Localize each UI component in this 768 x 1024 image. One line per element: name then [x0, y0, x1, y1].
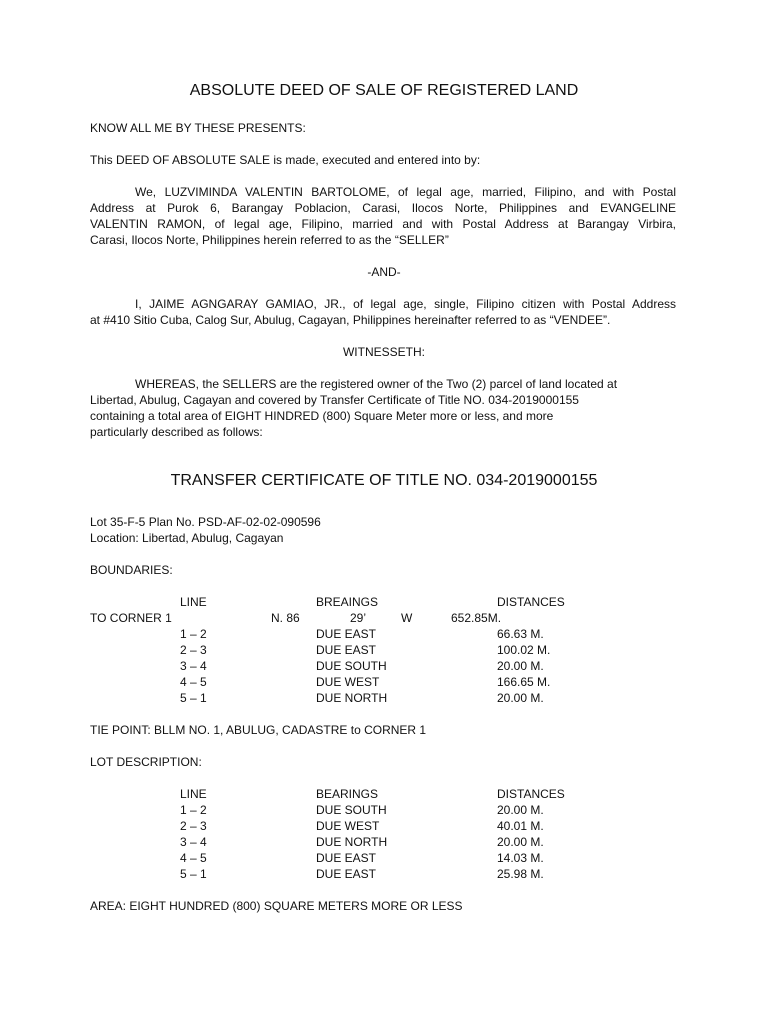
location-line: Location: Libertad, Abulug, Cagayan [90, 531, 284, 545]
boundary-row-bearing: DUE WEST [316, 675, 380, 689]
lot-row-line: 2 – 3 [180, 819, 207, 833]
seller-line-1: We, LUZVIMINDA VALENTIN BARTOLOME, of legal age, married, Filipino, and with Postal [135, 185, 676, 199]
boundary-row-bearing: DUE SOUTH [316, 659, 387, 673]
lot-row-distance: 40.01 M. [497, 819, 544, 833]
lot-description-heading: LOT DESCRIPTION: [90, 755, 202, 769]
tie-point-line: TIE POINT: BLLM NO. 1, ABULUG, CADASTRE to CORNER 1 [90, 723, 427, 737]
lot-row-distance: 20.00 M. [497, 835, 544, 849]
boundary-row-bearing: DUE NORTH [316, 691, 388, 705]
boundary-row-distance: 66.63 M. [497, 627, 544, 641]
lot-plan-line: Lot 35-F-5 Plan No. PSD-AF-02-02-090596 [90, 515, 321, 529]
boundary-row-distance: 100.02 M. [497, 643, 551, 657]
corner-label: TO CORNER 1 [90, 611, 172, 625]
witnesseth-heading: WITNESSETH: [342, 345, 425, 359]
boundary-row-line: 2 – 3 [180, 643, 207, 657]
lot-row-bearing: DUE WEST [316, 819, 380, 833]
boundaries-heading: BOUNDARIES: [90, 563, 173, 577]
boundary-row-line: 5 – 1 [180, 691, 207, 705]
corner-bearing-w: W [401, 611, 413, 625]
and-separator: -AND- [367, 265, 401, 279]
vendee-line-2: at #410 Sitio Cuba, Calog Sur, Abulug, Cagayan, Philippines hereinafter referred to as “VENDEE”. [90, 313, 611, 327]
boundaries-col-distances: DISTANCES [497, 595, 565, 609]
whereas-line-2: Libertad, Abulug, Cagayan and covered by Transfer Certificate of Title NO. 034-2019000155 [90, 393, 579, 407]
seller-line-4: Carasi, Ilocos Norte, Philippines herein referred to as the “SELLER” [90, 233, 449, 247]
lot-row-bearing: DUE NORTH [316, 835, 388, 849]
tct-title: TRANSFER CERTIFICATE OF TITLE NO. 034-2019000155 [170, 472, 598, 489]
lot-row-distance: 25.98 M. [497, 867, 544, 881]
lot-row-line: 3 – 4 [180, 835, 207, 849]
boundary-row-line: 3 – 4 [180, 659, 207, 673]
seller-line-2: Address at Purok 6, Barangay Poblacion, Carasi, Ilocos Norte, Philippines and EVANGELINE [90, 201, 676, 215]
boundaries-col-bearings: BREAINGS [316, 595, 379, 609]
corner-distance: 652.85M. [451, 611, 502, 625]
know-all-line: KNOW ALL ME BY THESE PRESENTS: [90, 121, 306, 135]
whereas-line-1: WHEREAS, the SELLERS are the registered owner of the Two (2) parcel of land located at [135, 377, 618, 391]
boundary-row-line: 4 – 5 [180, 675, 207, 689]
lot-row-line: 5 – 1 [180, 867, 207, 881]
whereas-line-3: containing a total area of EIGHT HINDRED (800) Square Meter more or less, and more [90, 409, 554, 423]
lot-row-distance: 14.03 M. [497, 851, 544, 865]
lot-row-line: 1 – 2 [180, 803, 207, 817]
lot-row-line: 4 – 5 [180, 851, 207, 865]
seller-line-3: VALENTIN RAMON, of legal age, Filipino, married and with Postal Address at Barangay Virbira, [90, 217, 676, 231]
document-title: ABSOLUTE DEED OF SALE OF REGISTERED LAND [189, 82, 579, 99]
lot-col-distances: DISTANCES [497, 787, 565, 801]
boundary-row-bearing: DUE EAST [316, 627, 377, 641]
lot-row-bearing: DUE SOUTH [316, 803, 387, 817]
boundaries-col-line: LINE [180, 595, 207, 609]
area-line: AREA: EIGHT HUNDRED (800) SQUARE METERS MORE OR LESS [90, 899, 463, 913]
lot-row-distance: 20.00 M. [497, 803, 544, 817]
vendee-line-1: I, JAIME AGNGARAY GAMIAO, JR., of legal age, single, Filipino citizen with Postal Address [135, 297, 676, 311]
lot-col-line: LINE [180, 787, 207, 801]
boundary-row-line: 1 – 2 [180, 627, 207, 641]
lot-col-bearings: BEARINGS [316, 787, 379, 801]
corner-bearing-min: 29’ [350, 611, 367, 625]
intro-line: This DEED OF ABSOLUTE SALE is made, executed and entered into by: [90, 153, 481, 167]
lot-row-bearing: DUE EAST [316, 867, 377, 881]
lot-row-bearing: DUE EAST [316, 851, 377, 865]
corner-bearing-dir: N. 86 [271, 611, 300, 625]
boundary-row-distance: 20.00 M. [497, 691, 544, 705]
boundary-row-distance: 20.00 M. [497, 659, 544, 673]
whereas-line-4: particularly described as follows: [90, 425, 263, 439]
boundary-row-bearing: DUE EAST [316, 643, 377, 657]
boundary-row-distance: 166.65 M. [497, 675, 551, 689]
